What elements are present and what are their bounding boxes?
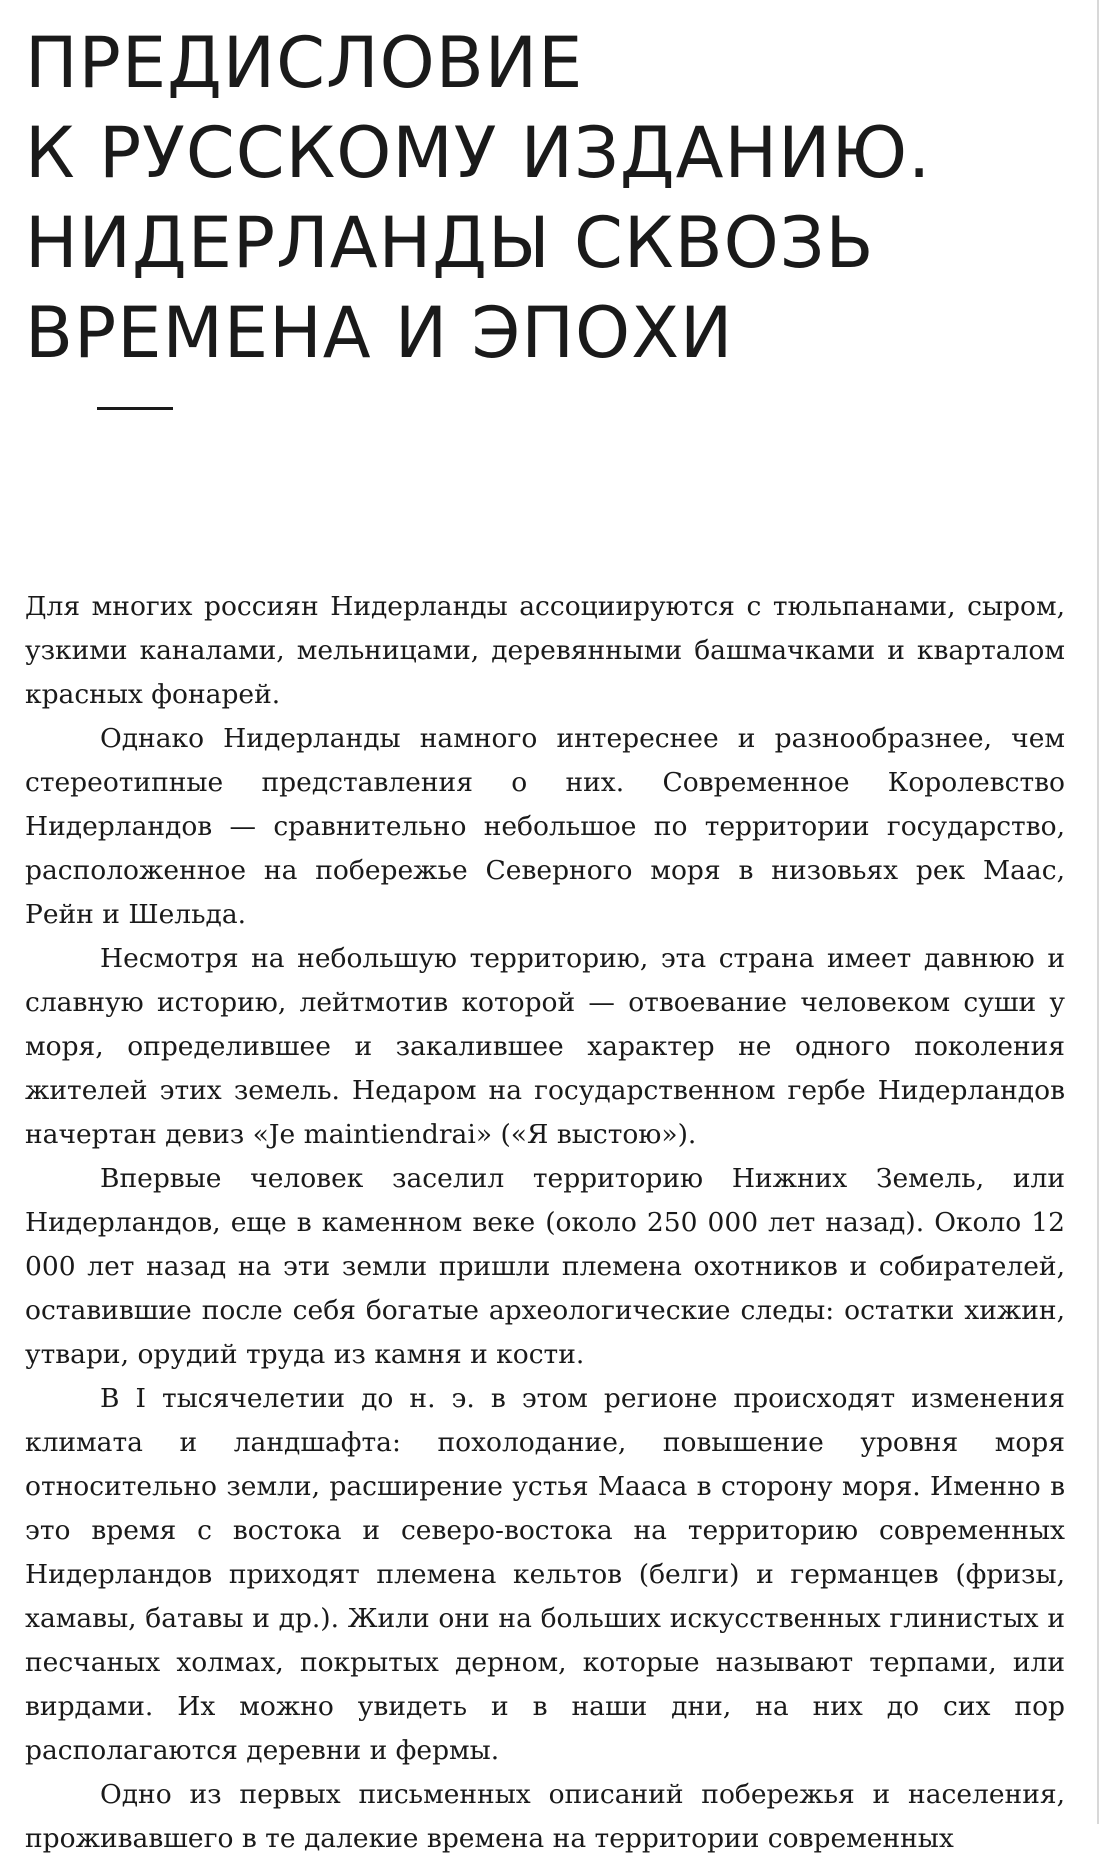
chapter-title-line-1: ПРЕДИСЛОВИЕ <box>25 22 584 104</box>
page-edge-rule <box>1097 0 1099 1824</box>
paragraph-1: Для многих россиян Нидерланды ассоциируются с тюльпанами, сыром, узкими каналами, мельницами, деревянными башмачками и кварталом красных фонарей. <box>25 591 1065 710</box>
body-text <box>25 585 1065 1861</box>
chapter-title-line-3: НИДЕРЛАНДЫ СКВОЗЬ <box>25 202 875 284</box>
paragraph-3: Несмотря на небольшую территорию, эта страна имеет давнюю и славную историю, лейтмотив которой — отвоевание человеком суши у моря, определившее и закалившее характер не одного поколения жителей этих земель. Недаром на государственном гербе Нидерландов начертан девиз «Je maintiendrai» («Я выстою»). <box>25 943 1065 1150</box>
paragraph-2: Однако Нидерланды намного интереснее и разнообразнее, чем стереотипные представления о них. Современное Королевство Нидерландов — сравнительно небольшое по территории государство, расположенное на побережье Северного моря в низовьях рек Маас, Рейн и Шельда. <box>25 723 1065 930</box>
paragraph-5: В I тысячелетии до н. э. в этом регионе происходят изменения климата и ландшафта: похолодание, повышение уровня моря относительно земли, расширение устья Мааса в сторону моря. Именно в это время с востока и северо-востока на территорию современных Нидерландов приходят племена кельтов (белги) и германцев (фризы, хамавы, батавы и др.). Жили они на больших искусственных глинистых и песчаных холмах, покрытых дерном, которые называют терпами, или вирдами. Их можно увидеть и в наши дни, на них до сих пор располагаются деревни и фермы. <box>25 1383 1065 1766</box>
chapter-title <box>25 18 1075 378</box>
paragraph-4: Впервые человек заселил территорию Нижних Земель, или Нидерландов, еще в каменном веке (около 250 000 лет назад). Около 12 000 лет назад на эти земли пришли племена охотников и собирателей, оставившие после себя богатые археологические следы: остатки хижин, утвари, орудий труда из камня и кости. <box>25 1163 1065 1370</box>
paragraph-6: Одно из первых письменных описаний побережья и населения, проживавшего в те далекие времена на территории современных <box>25 1779 1065 1854</box>
chapter-title-line-2: К РУССКОМУ ИЗДАНИЮ. <box>25 112 932 194</box>
title-divider <box>97 407 173 410</box>
chapter-title-line-4: ВРЕМЕНА И ЭПОХИ <box>25 292 734 374</box>
